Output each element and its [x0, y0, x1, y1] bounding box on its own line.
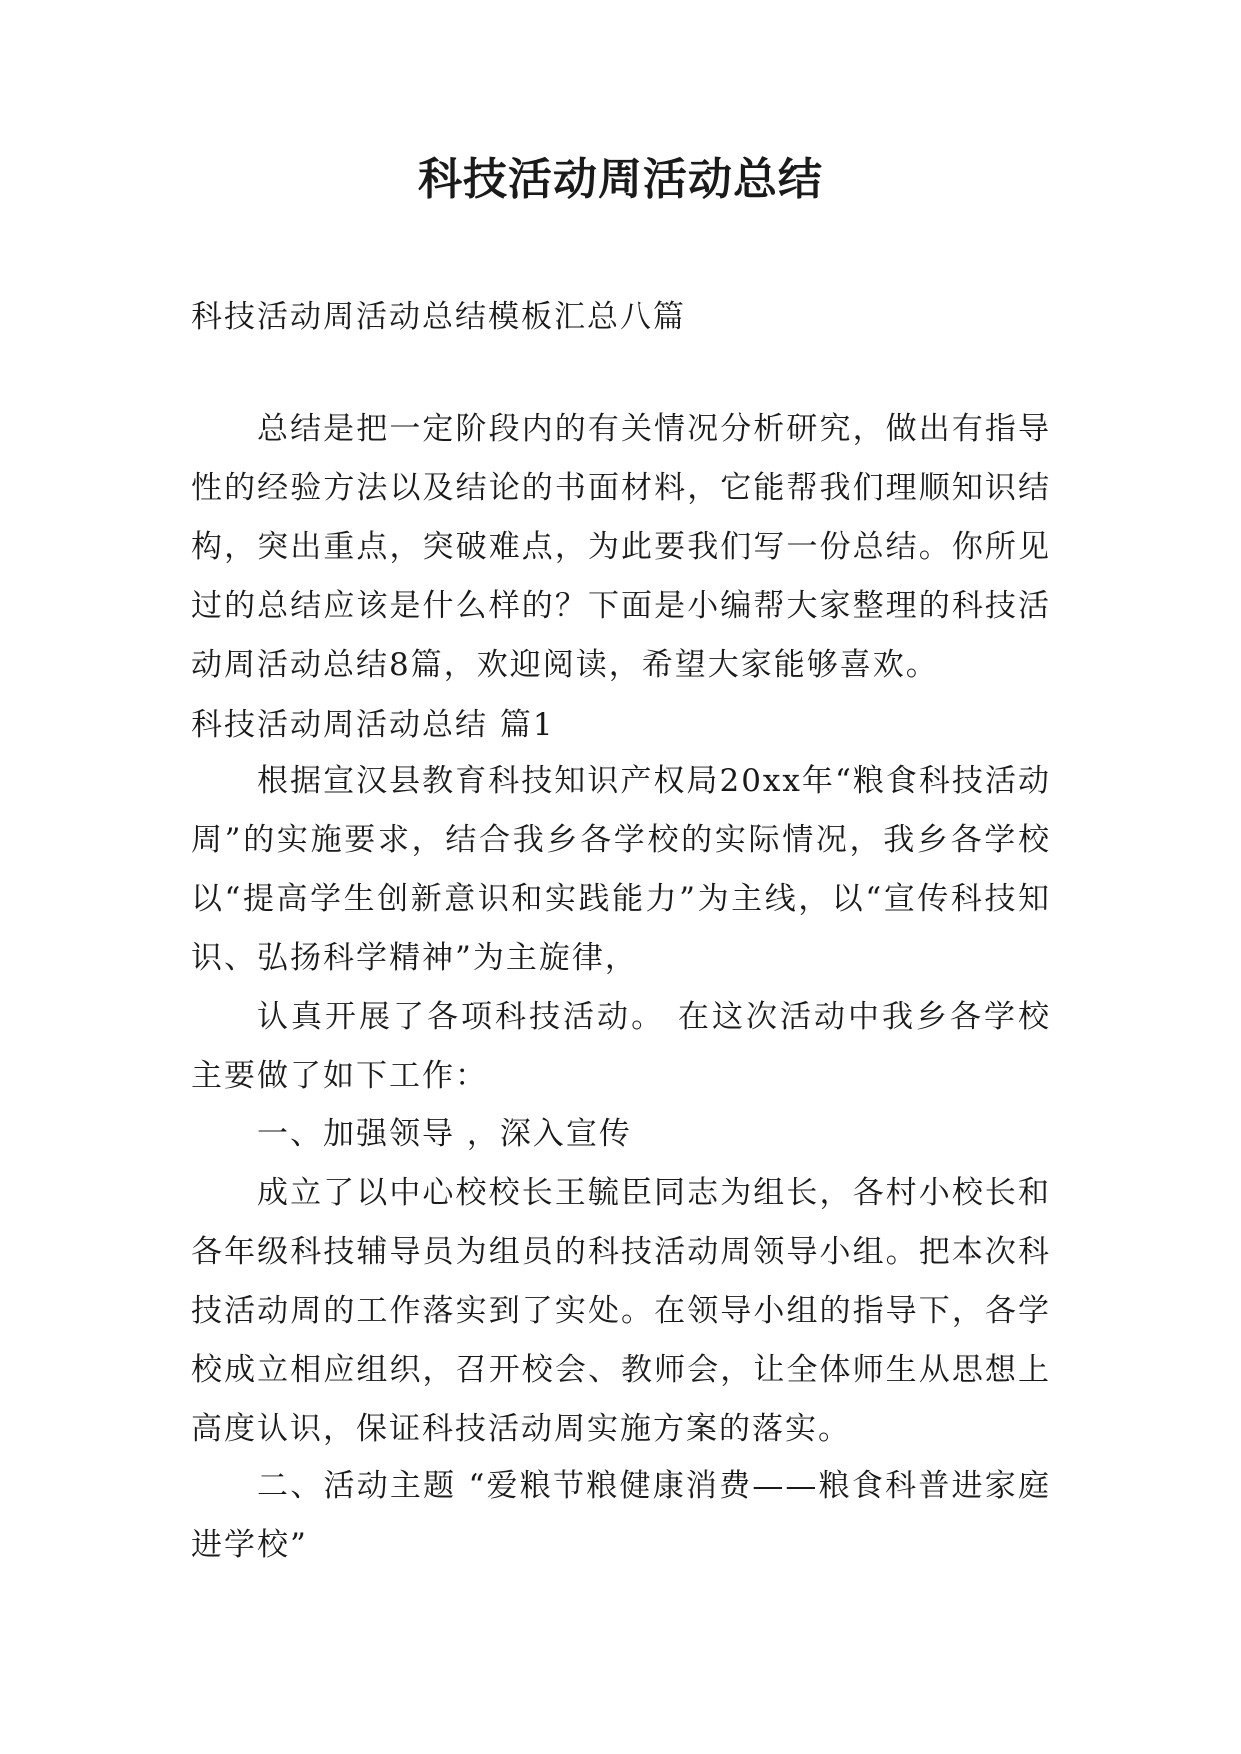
body-paragraph: 根据宣汉县教育科技知识产权局20xx年“粮食科技活动周”的实施要求，结合我乡各学校的实际情况，我乡各学校以“提高学生创新意识和实践能力”为主线，以“宣传科技知识、弘扬科学精神”为主旋律，	[191, 763, 1051, 976]
body-paragraph: 认真开展了各项科技活动。 在这次活动中我乡各学校主要做了如下工作：	[191, 999, 1051, 1094]
subsection-heading: 二、活动主题 “爱粮节粮健康消费——粮食科普进家庭进学校”	[191, 1468, 1051, 1563]
section-heading: 科技活动周活动总结 篇1	[191, 707, 555, 743]
document-subtitle: 科技活动周活动总结模板汇总八篇	[191, 299, 686, 335]
document-title: 科技活动周活动总结	[418, 154, 823, 205]
body-paragraph: 成立了以中心校校长王毓臣同志为组长，各村小校长和各年级科技辅导员为组员的科技活动周领导小组。把本次科技活动周的工作落实到了实处。在领导小组的指导下，各学校成立相应组织，召开校会、教师会，让全体师生从思想上高度认识，保证科技活动周实施方案的落实。	[191, 1175, 1051, 1447]
intro-paragraph: 总结是把一定阶段内的有关情况分析研究，做出有指导性的经验方法以及结论的书面材料，它能帮我们理顺知识结构，突出重点，突破难点，为此要我们写一份总结。你所见过的总结应该是什么样的？下面是小编帮大家整理的科技活动周活动总结8篇，欢迎阅读，希望大家能够喜欢。	[191, 411, 1051, 683]
subsection-heading: 一、加强领导 ，深入宣传	[257, 1116, 632, 1152]
